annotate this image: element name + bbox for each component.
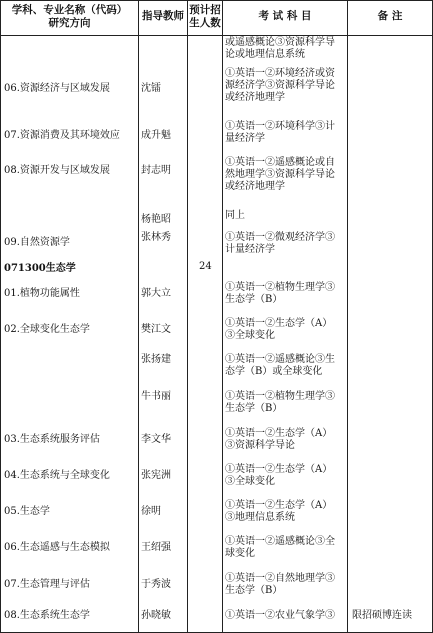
research-direction: 06.资源经济与区域发展 (4, 83, 110, 94)
research-direction: 03.生态系统服务评估 (4, 434, 100, 445)
research-direction: 06.生态遥感与生态模拟 (4, 542, 110, 553)
exam-subjects-line: 态学（B）或全球变化 (225, 366, 323, 377)
column-divider (187, 0, 188, 633)
advisor-name: 于秀波 (141, 579, 171, 590)
exam-subjects-line: ①英语一②微观经济学③ (225, 232, 335, 243)
exam-subjects-line: 量经济学 (225, 133, 265, 144)
exam-subjects-line: 论或地理信息系统 (225, 49, 305, 60)
advisor-name: 孙晓敏 (141, 610, 171, 621)
exam-subjects-line: ①英语一②环境科学③计 (225, 121, 335, 132)
exam-subjects-line: 或经济地理学 (225, 181, 285, 192)
research-direction: 01.植物功能属性 (4, 288, 80, 299)
exam-subjects-line: 球变化 (225, 548, 255, 559)
exam-subjects-line: 生态学（B） (225, 294, 283, 305)
header-divider (0, 35, 433, 36)
advisor-name: 杨艳昭 (141, 214, 171, 225)
header-exam: 考 试 科 目 (258, 10, 312, 22)
exam-subjects-line: ①英语一②遥感概论③生 (225, 354, 335, 365)
subject-heading: 071300生态学 (4, 263, 76, 274)
remark-note: 限招硕博连读 (352, 610, 412, 621)
exam-subjects-line: 源经济学③资源科学导论 (225, 80, 335, 91)
research-direction: 08.资源开发与区域发展 (4, 165, 110, 176)
column-divider (138, 0, 139, 633)
exam-subjects-line: ③全球变化 (225, 330, 275, 341)
exam-subjects-line: 然地理学③资源科学导论 (225, 169, 335, 180)
exam-subjects-line: 生态学（B） (225, 585, 283, 596)
enrollment-count: 24 (199, 261, 212, 272)
header-count-line2: 生人数 (189, 17, 221, 29)
exam-subjects-line: ①英语一②生态学（A） (225, 464, 333, 475)
header-direction (1, 4, 138, 30)
exam-subjects-line: 同上 (225, 210, 245, 221)
exam-subjects-line: ①英语一②农业气象学③ (225, 610, 335, 621)
exam-subjects-line: 或经济地理学 (225, 92, 285, 103)
exam-subjects-line: 或遥感概论③资源科学导 (225, 37, 335, 48)
header-teacher: 指导教师 (142, 10, 184, 22)
exam-subjects-line: 计量经济学 (225, 244, 275, 255)
advisor-name: 张扬建 (141, 354, 171, 365)
column-divider (347, 0, 348, 633)
advisor-name: 张林秀 (141, 232, 171, 243)
exam-subjects-line: ①英语一②遥感概论或自 (225, 157, 335, 168)
research-direction: 04.生态系统与全球变化 (4, 470, 110, 481)
exam-subjects-line: ③地理信息系统 (225, 512, 295, 523)
table-border-left (0, 0, 1, 633)
header-direction-line2: 研究方向 (48, 17, 91, 29)
exam-subjects-line: ①英语一②环境经济或资 (225, 68, 335, 79)
exam-subjects-line: ①英语一②遥感概论③全 (225, 536, 335, 547)
exam-subjects-line: ③全球变化 (225, 476, 275, 487)
research-direction: 07.资源消费及其环境效应 (4, 130, 120, 141)
research-direction: 08.生态系统生态学 (4, 610, 90, 621)
table-border-top (0, 0, 433, 1)
exam-subjects-line: ①英语一②植物生理学③ (225, 282, 335, 293)
advisor-name: 封志明 (141, 165, 171, 176)
exam-subjects-line: ①英语一②生态学（A） (225, 428, 333, 439)
advisor-name: 樊江文 (141, 324, 171, 335)
exam-subjects-line: ①英语一②生态学（A） (225, 500, 333, 511)
header-direction-line1: 学科、专业名称（代码） (11, 4, 128, 16)
advisor-name: 郭大立 (141, 288, 171, 299)
research-direction: 09.自然资源学 (4, 237, 70, 248)
advisor-name: 王绍强 (141, 542, 171, 553)
research-direction: 02.全球变化生态学 (4, 324, 90, 335)
header-count-line1: 预计招 (189, 4, 221, 16)
exam-subjects-line: ③资源科学导论 (225, 440, 295, 451)
advisor-name: 牛书丽 (141, 391, 171, 402)
exam-subjects-line: ①英语一②生态学（A） (225, 318, 333, 329)
header-count (188, 4, 222, 30)
research-direction: 07.生态管理与评估 (4, 579, 90, 590)
header-remark: 备 注 (377, 10, 403, 22)
exam-subjects-line: ①英语一②自然地理学③ (225, 573, 335, 584)
exam-subjects-line: ①英语一②植物生理学③ (225, 391, 335, 402)
advisor-name: 沈镭 (141, 83, 161, 94)
advisor-name: 徐明 (141, 506, 161, 517)
advisor-name: 李文华 (141, 434, 171, 445)
exam-subjects-line: 生态学（B） (225, 403, 283, 414)
advisor-name: 成升魁 (141, 130, 171, 141)
research-direction: 05.生态学 (4, 506, 50, 517)
advisor-name: 张宪洲 (141, 470, 171, 481)
column-divider (222, 0, 223, 633)
